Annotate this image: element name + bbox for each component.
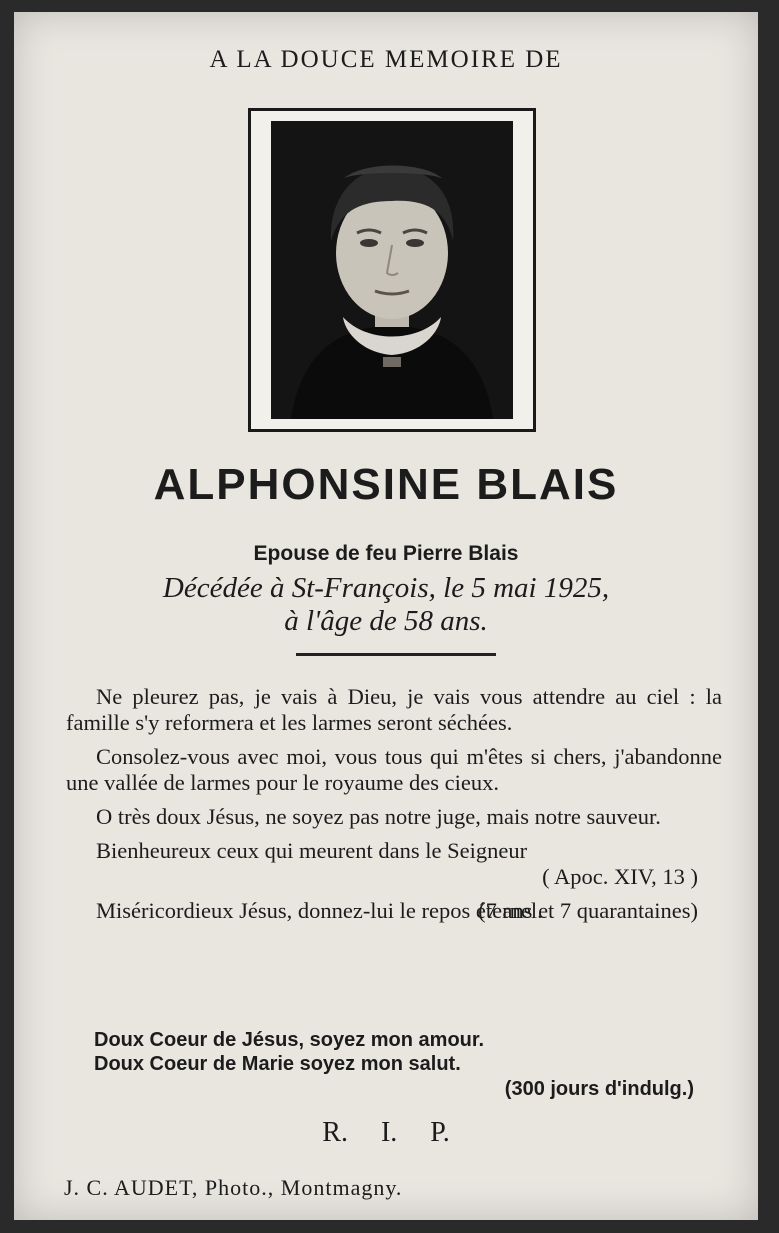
death-age-line: à l'âge de 58 ans.: [284, 605, 488, 637]
photographer-credit: J. C. AUDET, Photo., Montmagny.: [64, 1175, 403, 1200]
prayer-text: [66, 684, 722, 932]
paragraph-1: Ne pleurez pas, je vais à Dieu, je vais vous attendre au ciel : la famille s'y reformera et les larmes seront séchées.: [66, 684, 722, 735]
portrait-frame: [248, 108, 536, 432]
prayers: [94, 1028, 694, 1076]
death-date-line: Décédée à St-François, le 5 mai 1925,: [162, 572, 610, 604]
paragraph-3: O très doux Jésus, ne soyez pas notre juge, mais notre sauveur.: [96, 804, 661, 829]
rip-text: R. I. P.: [322, 1117, 450, 1148]
divider: [296, 653, 496, 656]
paragraph-5: Miséricordieux Jésus, donnez-lui le repos éternel.: [96, 898, 543, 923]
portrait-image: [271, 121, 513, 419]
paragraph-4: Bienheureux ceux qui meurent dans le Seigneur: [96, 838, 528, 863]
death-info: [14, 572, 758, 638]
indulgence-reference: (7 ans et 7 quarantaines): [478, 898, 698, 923]
indulgence-note: (300 jours d'indulg.): [504, 1078, 694, 1100]
deceased-name: ALPHONSINE BLAIS: [153, 460, 619, 509]
header-title: A LA DOUCE MEMOIRE DE: [209, 46, 563, 73]
memorial-card: [14, 12, 758, 1220]
scripture-reference: ( Apoc. XIV, 13 ): [542, 864, 698, 889]
prayer-line-2: Doux Coeur de Marie soyez mon salut.: [94, 1053, 461, 1075]
prayer-line-1: Doux Coeur de Jésus, soyez mon amour.: [94, 1029, 485, 1051]
paragraph-2: Consolez-vous avec moi, vous tous qui m'êtes si chers, j'abandonne une vallée de larmes pour le royaume des cieux.: [66, 744, 722, 795]
portrait-photo: [271, 121, 513, 419]
spouse-line: Epouse de feu Pierre Blais: [253, 542, 519, 565]
